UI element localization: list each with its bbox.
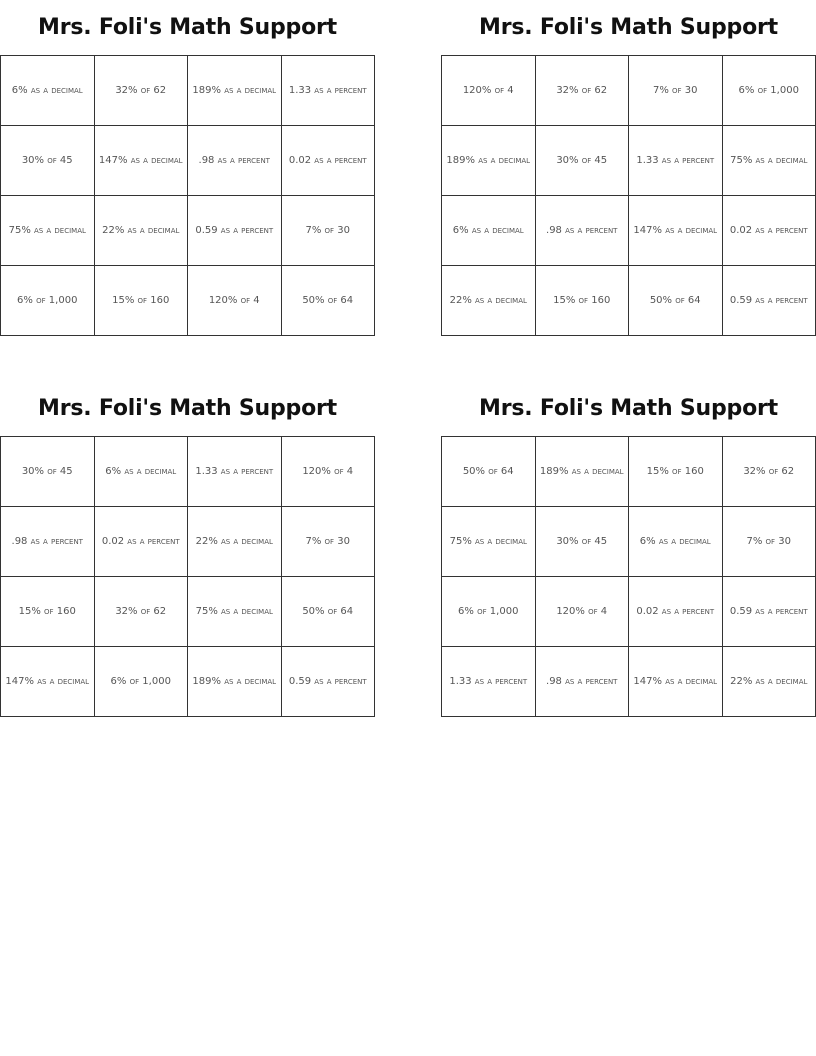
grid-row — [1, 196, 375, 266]
grid-cell: 50% of 64 — [629, 266, 723, 336]
grid-cell: 7% of 30 — [281, 507, 375, 577]
grid-cell: 189% as a decimal — [442, 126, 536, 196]
grid-cell: 75% as a decimal — [188, 577, 282, 647]
bingo-grid — [0, 436, 375, 717]
grid-cell: 30% of 45 — [535, 507, 629, 577]
grid-cell: 6% of 1,000 — [442, 577, 536, 647]
grid-row — [442, 507, 816, 577]
grid-cell: 147% as a decimal — [629, 196, 723, 266]
grid-row — [442, 577, 816, 647]
card-title: Mrs. Foli's Math Support — [38, 15, 337, 40]
grid-row — [1, 577, 375, 647]
grid-cell: 6% as a decimal — [1, 56, 95, 126]
grid-cell: 75% as a decimal — [722, 126, 816, 196]
grid-cell: 15% of 160 — [1, 577, 95, 647]
grid-cell: 22% as a decimal — [442, 266, 536, 336]
grid-row — [1, 266, 375, 336]
grid-row — [442, 126, 816, 196]
card-title: Mrs. Foli's Math Support — [479, 396, 778, 421]
grid-cell: 147% as a decimal — [94, 126, 188, 196]
grid-cell: 0.02 as a percent — [281, 126, 375, 196]
grid-row — [1, 507, 375, 577]
grid-cell: 32% of 62 — [94, 56, 188, 126]
grid-cell: 147% as a decimal — [629, 647, 723, 717]
grid-cell: 0.59 as a percent — [281, 647, 375, 717]
grid-row — [442, 56, 816, 126]
grid-cell: 22% as a decimal — [188, 507, 282, 577]
grid-cell: 120% of 4 — [442, 56, 536, 126]
grid-cell: 15% of 160 — [629, 437, 723, 507]
grid-cell: 50% of 64 — [442, 437, 536, 507]
grid-cell: 30% of 45 — [1, 126, 95, 196]
grid-cell: 6% as a decimal — [442, 196, 536, 266]
grid-row — [1, 437, 375, 507]
grid-cell: .98 as a percent — [535, 196, 629, 266]
card-title: Mrs. Foli's Math Support — [38, 396, 337, 421]
grid-cell: 0.59 as a percent — [722, 577, 816, 647]
bingo-grid — [0, 55, 375, 336]
grid-cell: 189% as a decimal — [188, 56, 282, 126]
grid-cell: 22% as a decimal — [94, 196, 188, 266]
grid-row — [442, 196, 816, 266]
grid-cell: 6% as a decimal — [94, 437, 188, 507]
card-title: Mrs. Foli's Math Support — [479, 15, 778, 40]
grid-cell: 15% of 160 — [94, 266, 188, 336]
grid-cell: 7% of 30 — [722, 507, 816, 577]
grid-cell: .98 as a percent — [535, 647, 629, 717]
grid-cell: 6% as a decimal — [629, 507, 723, 577]
grid-cell: 15% of 160 — [535, 266, 629, 336]
grid-cell: 0.59 as a percent — [188, 196, 282, 266]
bingo-grid — [441, 55, 816, 336]
grid-cell: 120% of 4 — [281, 437, 375, 507]
grid-row — [1, 126, 375, 196]
grid-cell: 189% as a decimal — [188, 647, 282, 717]
grid-cell: 75% as a decimal — [1, 196, 95, 266]
grid-cell: .98 as a percent — [1, 507, 95, 577]
grid-cell: 147% as a decimal — [1, 647, 95, 717]
bingo-grid — [441, 436, 816, 717]
grid-cell: 1.33 as a percent — [281, 56, 375, 126]
grid-cell: 1.33 as a percent — [188, 437, 282, 507]
grid-cell: 50% of 64 — [281, 266, 375, 336]
grid-cell: 32% of 62 — [722, 437, 816, 507]
grid-cell: 6% of 1,000 — [1, 266, 95, 336]
grid-cell: 1.33 as a percent — [629, 126, 723, 196]
grid-row — [1, 647, 375, 717]
grid-cell: 1.33 as a percent — [442, 647, 536, 717]
grid-cell: 7% of 30 — [281, 196, 375, 266]
grid-cell: 6% of 1,000 — [94, 647, 188, 717]
grid-cell: 30% of 45 — [535, 126, 629, 196]
grid-row — [1, 56, 375, 126]
grid-cell: 120% of 4 — [535, 577, 629, 647]
grid-cell: 30% of 45 — [1, 437, 95, 507]
grid-cell: 0.02 as a percent — [722, 196, 816, 266]
grid-row — [442, 266, 816, 336]
grid-cell: .98 as a percent — [188, 126, 282, 196]
grid-cell: 50% of 64 — [281, 577, 375, 647]
grid-cell: 32% of 62 — [94, 577, 188, 647]
grid-cell: 0.59 as a percent — [722, 266, 816, 336]
grid-row — [442, 437, 816, 507]
grid-cell: 7% of 30 — [629, 56, 723, 126]
grid-cell: 32% of 62 — [535, 56, 629, 126]
grid-row — [442, 647, 816, 717]
grid-cell: 0.02 as a percent — [629, 577, 723, 647]
grid-cell: 120% of 4 — [188, 266, 282, 336]
grid-cell: 75% as a decimal — [442, 507, 536, 577]
grid-cell: 6% of 1,000 — [722, 56, 816, 126]
grid-cell: 189% as a decimal — [535, 437, 629, 507]
grid-cell: 22% as a decimal — [722, 647, 816, 717]
grid-cell: 0.02 as a percent — [94, 507, 188, 577]
